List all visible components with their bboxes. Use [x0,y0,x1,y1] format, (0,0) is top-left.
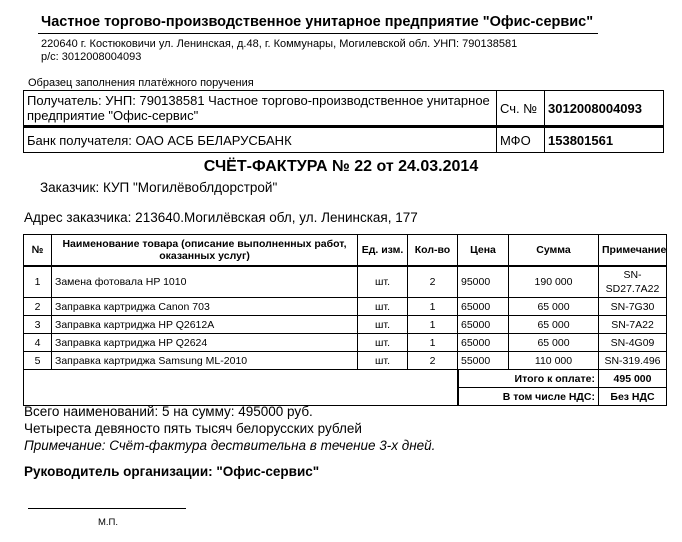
row-sum: 65 000 [509,298,599,316]
row-sum: 190 000 [509,266,599,298]
table-row [24,334,667,352]
stamp-label: М.П. [98,517,119,528]
header-name: Наименование товара (описание выполненных работ, оказанных услуг) [52,235,358,267]
header-num: № [24,235,52,267]
validity-note: Примечание: Счёт-фактура дествительна в течение 3-х дней. [24,438,436,453]
row-qty: 1 [408,316,458,334]
row-sum: 65 000 [509,316,599,334]
row-price: 55000 [458,352,509,370]
row-price: 65000 [458,334,509,352]
amount-in-words: Четыреста девяносто пять тысяч белорусских рублей [24,421,362,436]
company-account: р/с: 3012008004093 [41,51,142,63]
account-label: Сч. № [497,91,545,127]
company-name: Частное торгово-производственное унитарное предприятие "Офис-сервис" [41,14,594,30]
items-table [23,234,667,406]
row-note: SN-7G30 [599,298,667,316]
row-num: 5 [24,352,52,370]
bank-row [24,127,664,153]
header-note: Примечание [599,235,667,267]
row-name: Заправка картриджа HP Q2612A [52,316,358,334]
header-price: Цена [458,235,509,267]
row-note: SN-4G09 [599,334,667,352]
header-unit: Ед. изм. [358,235,408,267]
row-qty: 2 [408,352,458,370]
row-sum: 65 000 [509,334,599,352]
row-unit: шт. [358,266,408,298]
invoice-title: СЧЁТ-ФАКТУРА № 22 от 24.03.2014 [203,158,479,175]
row-name: Замена фотовала HP 1010 [52,266,358,298]
row-qty: 2 [408,266,458,298]
table-row [24,352,667,370]
recipient-row [24,91,664,127]
invoice-summary [24,403,435,454]
row-note: SN-319.496 [599,352,667,370]
table-row [24,316,667,334]
row-unit: шт. [358,298,408,316]
row-name: Заправка картриджа Samsung ML-2010 [52,352,358,370]
table-row [24,298,667,316]
sample-label: Образец заполнения платёжного поручения [28,77,254,89]
company-details [41,38,517,64]
vat-value: Без НДС [599,388,667,406]
row-num: 4 [24,334,52,352]
bank-cell: Банк получателя: ОАО АСБ БЕЛАРУСБАНК [24,127,497,153]
items-header-row [24,235,667,267]
row-num: 2 [24,298,52,316]
total-value: 495 000 [599,370,667,388]
row-qty: 1 [408,298,458,316]
payment-details-table [23,90,664,153]
row-sum: 110 000 [509,352,599,370]
row-price: 65000 [458,298,509,316]
account-value: 3012008004093 [545,91,664,127]
customer: Заказчик: КУП "Могилёвоблдорстрой" [40,180,278,195]
row-unit: шт. [358,352,408,370]
recipient-cell: Получатель: УНП: 790138581 Частное торгово-производственное унитарное предприятие "Офис-сервис" [24,91,497,127]
director-line: Руководитель организации: "Офис-сервис" [24,464,320,479]
mfo-value: 153801561 [545,127,664,153]
total-row [24,370,667,388]
total-spacer [24,370,458,388]
total-label: Итого к оплате: [458,370,599,388]
table-row [24,266,667,298]
row-num: 1 [24,266,52,298]
row-num: 3 [24,316,52,334]
mfo-label: МФО [497,127,545,153]
row-price: 65000 [458,316,509,334]
row-qty: 1 [408,334,458,352]
row-note: SN-SD27.7A22 [599,266,667,298]
count-line: Всего наименований: 5 на сумму: 495000 руб. [24,404,313,419]
vat-label: В том числе НДС: [458,388,599,406]
row-unit: шт. [358,334,408,352]
row-name: Заправка картриджа Canon 703 [52,298,358,316]
customer-address: Адрес заказчика: 213640.Могилёвская обл, ул. Ленинская, 177 [24,210,418,225]
header-qty: Кол-во [408,235,458,267]
company-underline [38,33,598,34]
header-sum: Сумма [509,235,599,267]
row-note: SN-7A22 [599,316,667,334]
company-address: 220640 г. Костюковичи ул. Ленинская, д.48, г. Коммунары, Могилевской обл. УНП: 790138581 [41,38,518,50]
row-unit: шт. [358,316,408,334]
signature-line [28,508,186,509]
row-price: 95000 [458,266,509,298]
row-name: Заправка картриджа HP Q2624 [52,334,358,352]
